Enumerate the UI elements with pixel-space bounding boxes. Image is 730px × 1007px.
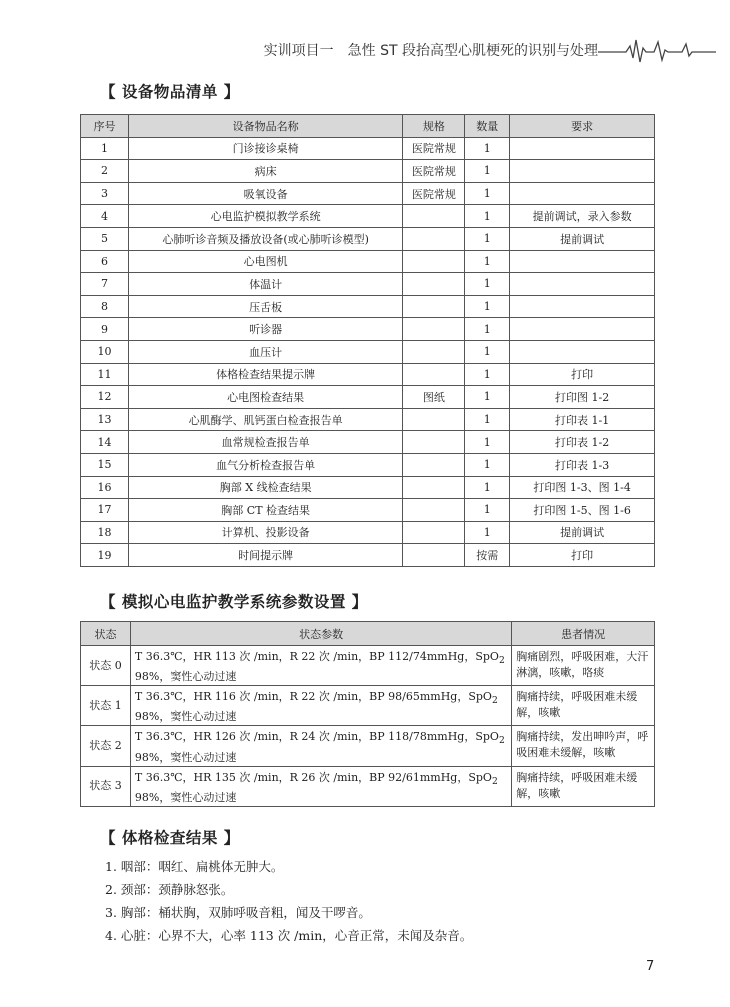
table-row bbox=[81, 476, 655, 499]
table-header-row bbox=[81, 622, 655, 646]
table-cell bbox=[510, 182, 655, 205]
table-row bbox=[81, 386, 655, 409]
list-item: 2. 颈部：颈静脉怒张。 bbox=[105, 882, 234, 897]
table-cell: 胸部 X 线检查结果 bbox=[128, 476, 402, 499]
table-cell: 8 bbox=[81, 295, 129, 318]
table-cell: 19 bbox=[81, 544, 129, 567]
table-cell: 1 bbox=[465, 182, 510, 205]
table-cell: 心电图机 bbox=[128, 250, 402, 273]
table-row bbox=[81, 250, 655, 273]
subscript: 2 bbox=[498, 655, 505, 667]
table-cell: 1 bbox=[465, 160, 510, 183]
state-cell: 状态 0 bbox=[81, 646, 131, 686]
table-cell bbox=[510, 160, 655, 183]
table-cell: 5 bbox=[81, 227, 129, 250]
table-cell: 打印表 1-2 bbox=[510, 431, 655, 454]
table-cell bbox=[510, 250, 655, 273]
table-row bbox=[81, 766, 655, 806]
table-cell: 3 bbox=[81, 182, 129, 205]
state-params-cell bbox=[130, 766, 511, 806]
table-cell: 提前调试 bbox=[510, 521, 655, 544]
table-cell bbox=[403, 544, 465, 567]
table-cell: 打印图 1-5、图 1-6 bbox=[510, 499, 655, 522]
header-cell: 序号 bbox=[81, 115, 129, 138]
equipment-table bbox=[80, 114, 655, 567]
table-cell: 医院常规 bbox=[403, 137, 465, 160]
table-row bbox=[81, 431, 655, 454]
table-row bbox=[81, 137, 655, 160]
table-row bbox=[81, 227, 655, 250]
table-cell: 1 bbox=[465, 363, 510, 386]
table-cell: 吸氧设备 bbox=[128, 182, 402, 205]
table-row bbox=[81, 544, 655, 567]
table-cell: 16 bbox=[81, 476, 129, 499]
subscript: 2 bbox=[491, 775, 498, 787]
header-cell: 规格 bbox=[403, 115, 465, 138]
table-cell: 1 bbox=[465, 453, 510, 476]
header-cell: 患者情况 bbox=[512, 622, 655, 646]
table-row bbox=[81, 340, 655, 363]
table-cell: 17 bbox=[81, 499, 129, 522]
table-row bbox=[81, 182, 655, 205]
table-cell: 7 bbox=[81, 273, 129, 296]
table-cell bbox=[510, 137, 655, 160]
table-row bbox=[81, 295, 655, 318]
table-cell: 胸部 CT 检查结果 bbox=[128, 499, 402, 522]
table-cell: 1 bbox=[465, 499, 510, 522]
table-cell: 打印表 1-3 bbox=[510, 453, 655, 476]
params-text: 98%，窦性心动过速 bbox=[134, 790, 237, 804]
table-row bbox=[81, 686, 655, 726]
table-cell: 1 bbox=[465, 250, 510, 273]
state-cell: 状态 1 bbox=[81, 686, 131, 726]
state-cell: 状态 2 bbox=[81, 726, 131, 766]
equipment-section-title: 【 设备物品清单 】 bbox=[100, 83, 240, 101]
table-cell: 1 bbox=[465, 476, 510, 499]
table-row bbox=[81, 363, 655, 386]
header-cell: 设备物品名称 bbox=[128, 115, 402, 138]
list-item: 3. 胸部：桶状胸，双肺呼吸音粗，闻及干啰音。 bbox=[105, 905, 371, 920]
table-cell bbox=[403, 318, 465, 341]
table-cell: 1 bbox=[465, 408, 510, 431]
table-row bbox=[81, 521, 655, 544]
header-cell: 状态 bbox=[81, 622, 131, 646]
table-cell: 1 bbox=[465, 386, 510, 409]
ecg-wave-icon bbox=[598, 36, 716, 66]
table-cell: 听诊器 bbox=[128, 318, 402, 341]
table-cell: 心肌酶学、肌钙蛋白检查报告单 bbox=[128, 408, 402, 431]
table-cell bbox=[403, 250, 465, 273]
page-number: 7 bbox=[646, 959, 655, 974]
table-cell: 15 bbox=[81, 453, 129, 476]
exam-results-list bbox=[105, 855, 472, 947]
table-header-row bbox=[81, 115, 655, 138]
patient-status-cell: 胸痛剧烈，呼吸困难，大汗淋漓，咳嗽，咯痰 bbox=[512, 646, 655, 686]
table-cell: 1 bbox=[465, 227, 510, 250]
table-cell: 血气分析检查报告单 bbox=[128, 453, 402, 476]
table-cell: 门诊接诊桌椅 bbox=[128, 137, 402, 160]
state-cell: 状态 3 bbox=[81, 766, 131, 806]
patient-status-cell: 胸痛持续，呼吸困难未缓解，咳嗽 bbox=[512, 766, 655, 806]
table-row bbox=[81, 499, 655, 522]
table-cell: 打印 bbox=[510, 363, 655, 386]
table-cell bbox=[403, 499, 465, 522]
table-cell: 心电图检查结果 bbox=[128, 386, 402, 409]
table-cell bbox=[510, 273, 655, 296]
patient-status-cell: 胸痛持续，呼吸困难未缓解，咳嗽 bbox=[512, 686, 655, 726]
table-cell: 计算机、投影设备 bbox=[128, 521, 402, 544]
table-cell bbox=[403, 476, 465, 499]
params-text: 98%，窦性心动过速 bbox=[134, 710, 237, 724]
table-cell: 体格检查结果提示牌 bbox=[128, 363, 402, 386]
state-params-cell bbox=[130, 726, 511, 766]
params-section-title: 【 模拟心电监护教学系统参数设置 】 bbox=[100, 593, 368, 611]
table-row bbox=[81, 453, 655, 476]
table-cell bbox=[403, 295, 465, 318]
table-cell bbox=[403, 340, 465, 363]
table-cell: 1 bbox=[81, 137, 129, 160]
table-cell: 提前调试，录入参数 bbox=[510, 205, 655, 228]
table-cell: 心肺听诊音频及播放设备(或心肺听诊模型) bbox=[128, 227, 402, 250]
table-cell: 时间提示牌 bbox=[128, 544, 402, 567]
table-cell: 医院常规 bbox=[403, 160, 465, 183]
exam-section-title: 【 体格检查结果 】 bbox=[100, 829, 240, 847]
table-cell bbox=[403, 205, 465, 228]
table-cell: 11 bbox=[81, 363, 129, 386]
table-cell: 压舌板 bbox=[128, 295, 402, 318]
table-cell: 1 bbox=[465, 273, 510, 296]
params-text: T 36.3℃，HR 116 次 /min，R 22 次 /min，BP 98/65mmHg，SpO bbox=[134, 690, 492, 704]
running-title: 实训项目一 急性 ST 段抬高型心肌梗死的识别与处理 bbox=[263, 43, 598, 59]
table-cell bbox=[510, 318, 655, 341]
table-cell: 心电监护模拟教学系统 bbox=[128, 205, 402, 228]
params-text: T 36.3℃，HR 113 次 /min，R 22 次 /min，BP 112/74mmHg，SpO bbox=[134, 650, 499, 663]
subscript: 2 bbox=[498, 735, 505, 747]
table-cell: 图纸 bbox=[403, 386, 465, 409]
params-text: 98%，窦性心动过速 bbox=[134, 750, 237, 764]
header-cell: 数量 bbox=[465, 115, 510, 138]
table-cell: 打印图 1-2 bbox=[510, 386, 655, 409]
table-cell: 10 bbox=[81, 340, 129, 363]
table-cell: 打印表 1-1 bbox=[510, 408, 655, 431]
subscript: 2 bbox=[491, 695, 498, 707]
table-cell: 1 bbox=[465, 521, 510, 544]
table-cell: 医院常规 bbox=[403, 182, 465, 205]
params-text: 98%，窦性心动过速 bbox=[134, 670, 237, 684]
table-cell bbox=[510, 295, 655, 318]
table-cell: 14 bbox=[81, 431, 129, 454]
table-row bbox=[81, 318, 655, 341]
table-cell: 1 bbox=[465, 340, 510, 363]
state-params-cell bbox=[130, 646, 511, 686]
table-cell: 提前调试 bbox=[510, 227, 655, 250]
table-cell: 12 bbox=[81, 386, 129, 409]
running-header bbox=[263, 36, 716, 66]
table-cell: 血压计 bbox=[128, 340, 402, 363]
params-text: T 36.3℃，HR 126 次 /min，R 24 次 /min，BP 118/78mmHg，SpO bbox=[134, 730, 499, 744]
table-row bbox=[81, 726, 655, 766]
state-params-cell bbox=[130, 686, 511, 726]
params-text: T 36.3℃，HR 135 次 /min，R 26 次 /min，BP 92/61mmHg，SpO bbox=[134, 770, 492, 784]
table-cell bbox=[510, 340, 655, 363]
table-row bbox=[81, 646, 655, 686]
table-cell: 2 bbox=[81, 160, 129, 183]
table-cell: 1 bbox=[465, 318, 510, 341]
table-cell: 1 bbox=[465, 205, 510, 228]
table-row bbox=[81, 160, 655, 183]
table-cell bbox=[403, 453, 465, 476]
table-row bbox=[81, 205, 655, 228]
table-cell bbox=[403, 431, 465, 454]
header-cell: 要求 bbox=[510, 115, 655, 138]
table-row bbox=[81, 273, 655, 296]
table-cell: 体温计 bbox=[128, 273, 402, 296]
list-item: 1. 咽部：咽红、扁桃体无肿大。 bbox=[105, 859, 284, 874]
patient-status-cell: 胸痛持续，发出呻吟声，呼吸困难未缓解，咳嗽 bbox=[512, 726, 655, 766]
table-cell bbox=[403, 408, 465, 431]
table-cell: 血常规检查报告单 bbox=[128, 431, 402, 454]
table-cell: 1 bbox=[465, 295, 510, 318]
table-cell bbox=[403, 521, 465, 544]
table-cell: 18 bbox=[81, 521, 129, 544]
list-item: 4. 心脏：心界不大，心率 113 次 /min，心音正常，未闻及杂音。 bbox=[105, 928, 473, 943]
table-row bbox=[81, 408, 655, 431]
table-cell: 13 bbox=[81, 408, 129, 431]
table-cell bbox=[403, 227, 465, 250]
table-cell: 病床 bbox=[128, 160, 402, 183]
table-cell bbox=[403, 363, 465, 386]
header-cell: 状态参数 bbox=[130, 622, 511, 646]
table-cell: 9 bbox=[81, 318, 129, 341]
table-cell: 4 bbox=[81, 205, 129, 228]
table-cell: 1 bbox=[465, 431, 510, 454]
table-cell bbox=[403, 273, 465, 296]
table-cell: 按需 bbox=[465, 544, 510, 567]
monitor-params-table bbox=[80, 621, 655, 807]
table-cell: 1 bbox=[465, 137, 510, 160]
table-cell: 6 bbox=[81, 250, 129, 273]
table-cell: 打印 bbox=[510, 544, 655, 567]
table-cell: 打印图 1-3、图 1-4 bbox=[510, 476, 655, 499]
